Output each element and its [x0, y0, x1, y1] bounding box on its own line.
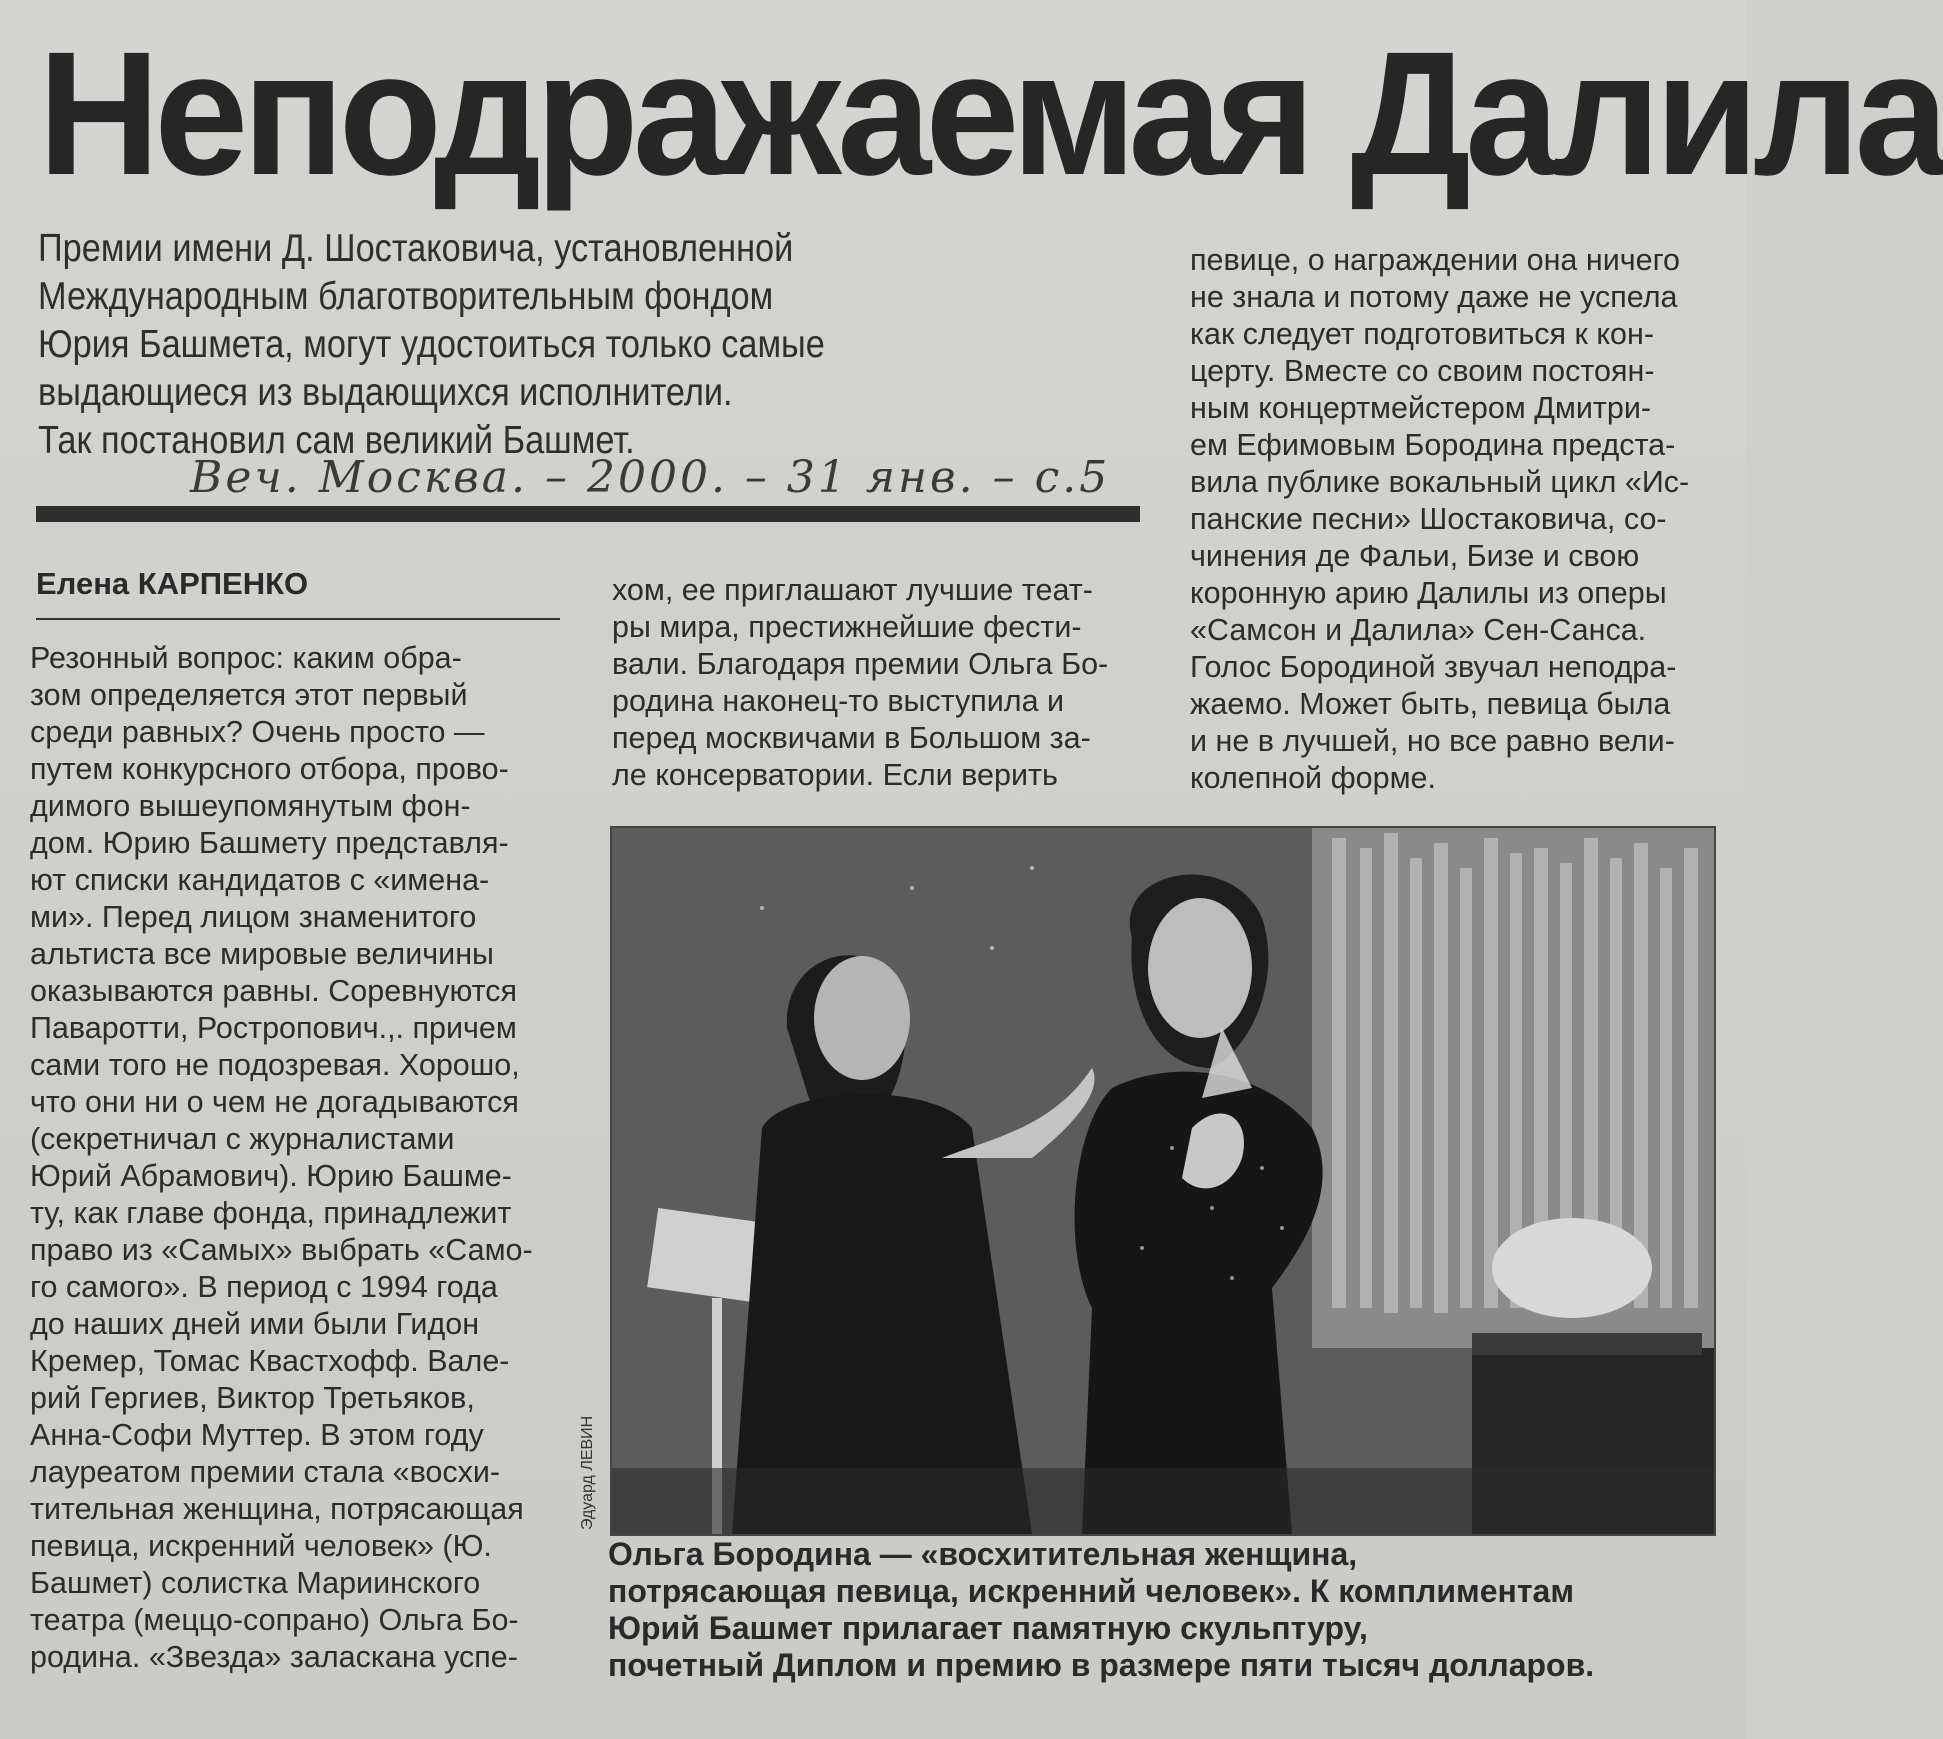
caption-line: почетный Диплом и премию в размере пяти тысяч долларов. — [608, 1647, 1595, 1683]
text-line: панские песни» Шостаковича, со- — [1190, 502, 1667, 536]
text-line: го самого». В период с 1994 года — [30, 1270, 498, 1304]
text-line: Паваротти, Ростропович.,. причем — [30, 1011, 517, 1045]
lead-line: Международным благотворительным фондом — [38, 275, 774, 318]
text-line: сами того не подозревая. Хорошо, — [30, 1048, 520, 1082]
photo-caption — [608, 1536, 1728, 1684]
text-line: родина. «Звезда» заласкана успе- — [30, 1640, 518, 1674]
caption-line: Юрий Башмет прилагает памятную скульптуру, — [608, 1610, 1368, 1646]
caption-line: потрясающая певица, искренний человек». К комплиментам — [608, 1573, 1574, 1609]
text-line: «Самсон и Далила» Сен-Санса. — [1190, 613, 1647, 647]
lead-line: Юрия Башмета, могут удостоиться только самые — [38, 323, 825, 366]
text-line: певице, о награждении она ничего — [1190, 243, 1680, 277]
text-line: ту, как главе фонда, принадлежит — [30, 1196, 512, 1230]
text-line: димого вышеупомянутым фон- — [30, 789, 471, 823]
text-line: (секретничал с журналистами — [30, 1122, 455, 1156]
text-line: альтиста все мировые величины — [30, 937, 494, 971]
text-line: ным концертмейстером Дмитри- — [1190, 391, 1652, 425]
text-line: путем конкурсного отбора, прово- — [30, 752, 509, 786]
lead-paragraph — [38, 225, 1006, 465]
headline: Неподражаемая Далила — [38, 16, 1943, 212]
text-line: Анна-Софи Муттер. В этом году — [30, 1418, 484, 1452]
text-line: чинения де Фальи, Бизе и свою — [1190, 539, 1640, 573]
text-line: ры мира, престижнейшие фести- — [612, 610, 1082, 644]
text-line: родина наконец-то выступила и — [612, 684, 1065, 718]
text-line: ют списки кандидатов с «имена- — [30, 863, 490, 897]
text-column-2 — [612, 572, 1132, 794]
text-line: певица, искренний человек» (Ю. — [30, 1529, 492, 1563]
text-line: рий Гергиев, Виктор Третьяков, — [30, 1381, 475, 1415]
text-line: вила публике вокальный цикл «Ис- — [1190, 465, 1690, 499]
text-line: церту. Вместе со своим постоян- — [1190, 354, 1655, 388]
text-line: лауреатом премии стала «восхи- — [30, 1455, 501, 1489]
text-line: Кремер, Томас Квастхофф. Вале- — [30, 1344, 510, 1378]
text-line: и не в лучшей, но все равно вели- — [1190, 724, 1675, 758]
text-line: колепной форме. — [1190, 761, 1436, 795]
text-line: что они ни о чем не догадываются — [30, 1085, 519, 1119]
lead-line: Премии имени Д. Шостаковича, установленной — [38, 227, 794, 270]
text-column-3 — [1190, 242, 1720, 797]
text-line: ми». Перед лицом знаменитого — [30, 900, 477, 934]
photo-credit-text: Эдуард ЛЕВИН — [579, 1415, 596, 1530]
lead-line: Так постановил сам великий Башмет. — [38, 419, 635, 462]
text-line: право из «Самых» выбрать «Само- — [30, 1233, 533, 1267]
text-line: среди равных? Очень просто — — [30, 715, 485, 749]
text-line: ле консерватории. Если верить — [612, 758, 1058, 792]
text-line: до наших дней ими были Гидон — [30, 1307, 480, 1341]
text-line: ем Ефимовым Бородина предста- — [1190, 428, 1676, 462]
photo-credit — [578, 1410, 608, 1530]
text-line: Башмет) солистка Мариинского — [30, 1566, 481, 1600]
caption-line: Ольга Бородина — «восхитительная женщина, — [608, 1536, 1358, 1572]
byline: Елена КАРПЕНКО — [36, 564, 560, 620]
text-line: вали. Благодаря премии Ольга Бо- — [612, 647, 1109, 681]
text-line: жаемо. Может быть, певица была — [1190, 687, 1671, 721]
text-line: Юрий Абрамович). Юрию Башме- — [30, 1159, 512, 1193]
text-line: Голос Бородиной звучал неподра- — [1190, 650, 1677, 684]
text-line: перед москвичами в Большом за- — [612, 721, 1091, 755]
photo-illustration — [612, 828, 1714, 1534]
text-column-1 — [30, 640, 560, 1676]
divider-rule — [36, 506, 1140, 522]
text-line: хом, ее приглашают лучшие теат- — [612, 573, 1093, 607]
text-line: зом определяется этот первый — [30, 678, 468, 712]
text-line: не знала и потому даже не успела — [1190, 280, 1678, 314]
text-line: тительная женщина, потрясающая — [30, 1492, 524, 1526]
text-line: дом. Юрию Башмету представля- — [30, 826, 509, 860]
handwritten-source-note: Веч. Москва. – 2000. – 31 янв. – с.5 — [190, 452, 1111, 503]
text-line: Резонный вопрос: каким обра- — [30, 641, 462, 675]
article-photo — [610, 826, 1716, 1536]
text-line: театра (меццо-сопрано) Ольга Бо- — [30, 1603, 519, 1637]
text-line: как следует подготовиться к кон- — [1190, 317, 1654, 351]
lead-line: выдающиеся из выдающихся исполнители. — [38, 371, 733, 414]
text-line: оказываются равны. Соревнуются — [30, 974, 518, 1008]
text-line: коронную арию Далилы из оперы — [1190, 576, 1667, 610]
